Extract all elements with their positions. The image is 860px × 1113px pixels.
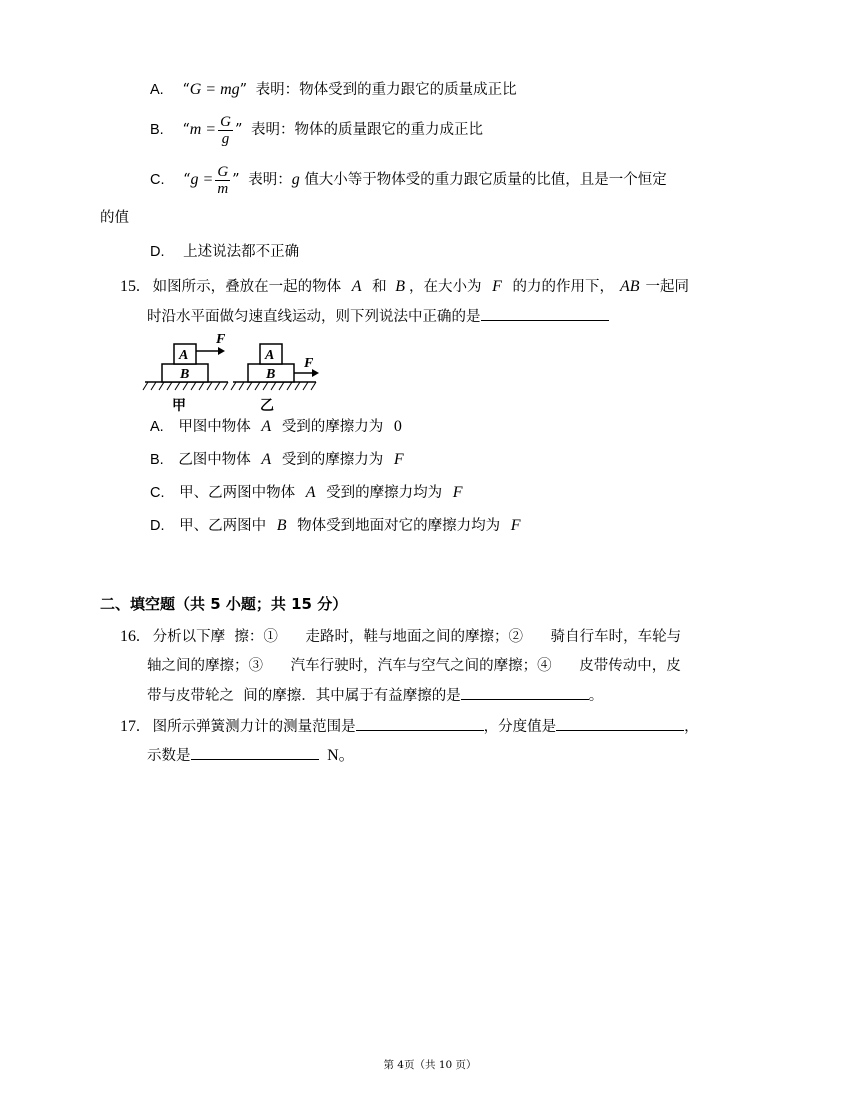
formula-lhs: g = [190, 171, 214, 188]
q16-line3: 带与皮带轮之 间的摩擦．其中属于有益摩擦的是 。 [147, 685, 603, 706]
caption-right: 乙 [260, 398, 274, 414]
option-label: A. [150, 82, 164, 98]
q17-line1: 17. 图所示弹簧测力计的测量范围是 ，分度值是 ， [120, 718, 699, 735]
q15-option-a: A. 甲图中物体 A 受到的摩擦力为 0 [150, 418, 402, 435]
q15-option-b: B. 乙图中物体 A 受到的摩擦力为 F [150, 451, 404, 468]
q14-option-a: A. “G = mg” 表明：物体受到的重力跟它的质量成正比 [150, 81, 517, 98]
q15-option-c: C. 甲、乙两图中物体 A 受到的摩擦力均为 F [150, 484, 463, 501]
answer-blank[interactable] [461, 685, 589, 700]
force-label-left: F [216, 332, 226, 347]
q14-option-b: B. “m = $\frac{G}{g}$ ” 表明：物体的质量跟它的重力成正比 [150, 113, 483, 147]
option-text: 表明：物体受到的重力跟它的质量成正比 [255, 82, 517, 98]
block-b-label-left: B [180, 367, 190, 382]
q15-stem-line1: 15. 如图所示，叠放在一起的物体 A 和 B ，在大小为 F 的力的作用下， AB 一起同 [120, 278, 690, 295]
q17-line2: 示数是 N。 [147, 747, 355, 764]
question-number: 15. [120, 278, 140, 295]
ground-hatch-left [143, 382, 228, 390]
option-text: 上述说法都不正确 [183, 244, 300, 260]
answer-blank-range[interactable] [356, 716, 484, 731]
q14-option-c: C. “g = $\frac{G}{m}$ ” 表明：g 值大小等于物体受的重力跟它质量的比值，且是一个恒定 [150, 163, 667, 197]
option-text: 表明：物体的质量跟它的重力成正比 [250, 122, 483, 138]
block-a-label-left: A [179, 348, 189, 363]
answer-blank[interactable] [481, 306, 609, 321]
formula-lhs: m = [189, 121, 217, 138]
option-label: C. [150, 172, 165, 188]
question-number: 17. [120, 718, 140, 735]
ground-hatch-right [231, 382, 316, 390]
q15-figure [140, 330, 330, 414]
section-title: 二、填空题（共 5 小题；共 15 分） [100, 595, 348, 613]
q15-stem-line2: 时沿水平面做匀速直线运动，则下列说法中正确的是 [147, 306, 609, 327]
caption-left: 甲 [172, 398, 186, 414]
q14-option-c-continued: 的值 [100, 210, 129, 226]
fraction: $\frac{G}{m}$ [217, 163, 229, 197]
block-a-label-right: A [265, 348, 275, 363]
q16-line2: 轴之间的摩擦；③ 汽车行驶时，汽车与空气之间的摩擦；④ 皮带传动中，皮 [147, 658, 681, 674]
fraction: $\frac{G}{g}$ [220, 113, 231, 147]
block-b-label-right: B [266, 367, 276, 382]
option-label: D. [150, 244, 165, 260]
formula: G = mg [189, 81, 240, 98]
page-footer: 第 4页（共 10 页） [383, 1059, 477, 1071]
question-number: 16. [120, 628, 140, 645]
q14-option-d [150, 242, 299, 262]
q16-line1: 16. 分析以下摩 擦：① 走路时，鞋与地面之间的摩擦；② 骑自行车时，车轮与 [120, 628, 682, 645]
q15-option-d: D. 甲、乙两图中 B 物体受到地面对它的摩擦力均为 F [150, 517, 521, 534]
force-arrowhead-left [218, 347, 225, 355]
option-text: 值大小等于物体受的重力跟它质量的比值，且是一个恒定 [304, 172, 667, 188]
option-label: B. [150, 122, 164, 138]
answer-blank-reading[interactable] [191, 745, 319, 760]
answer-blank-division[interactable] [556, 716, 684, 731]
force-label-right: F [304, 356, 314, 371]
